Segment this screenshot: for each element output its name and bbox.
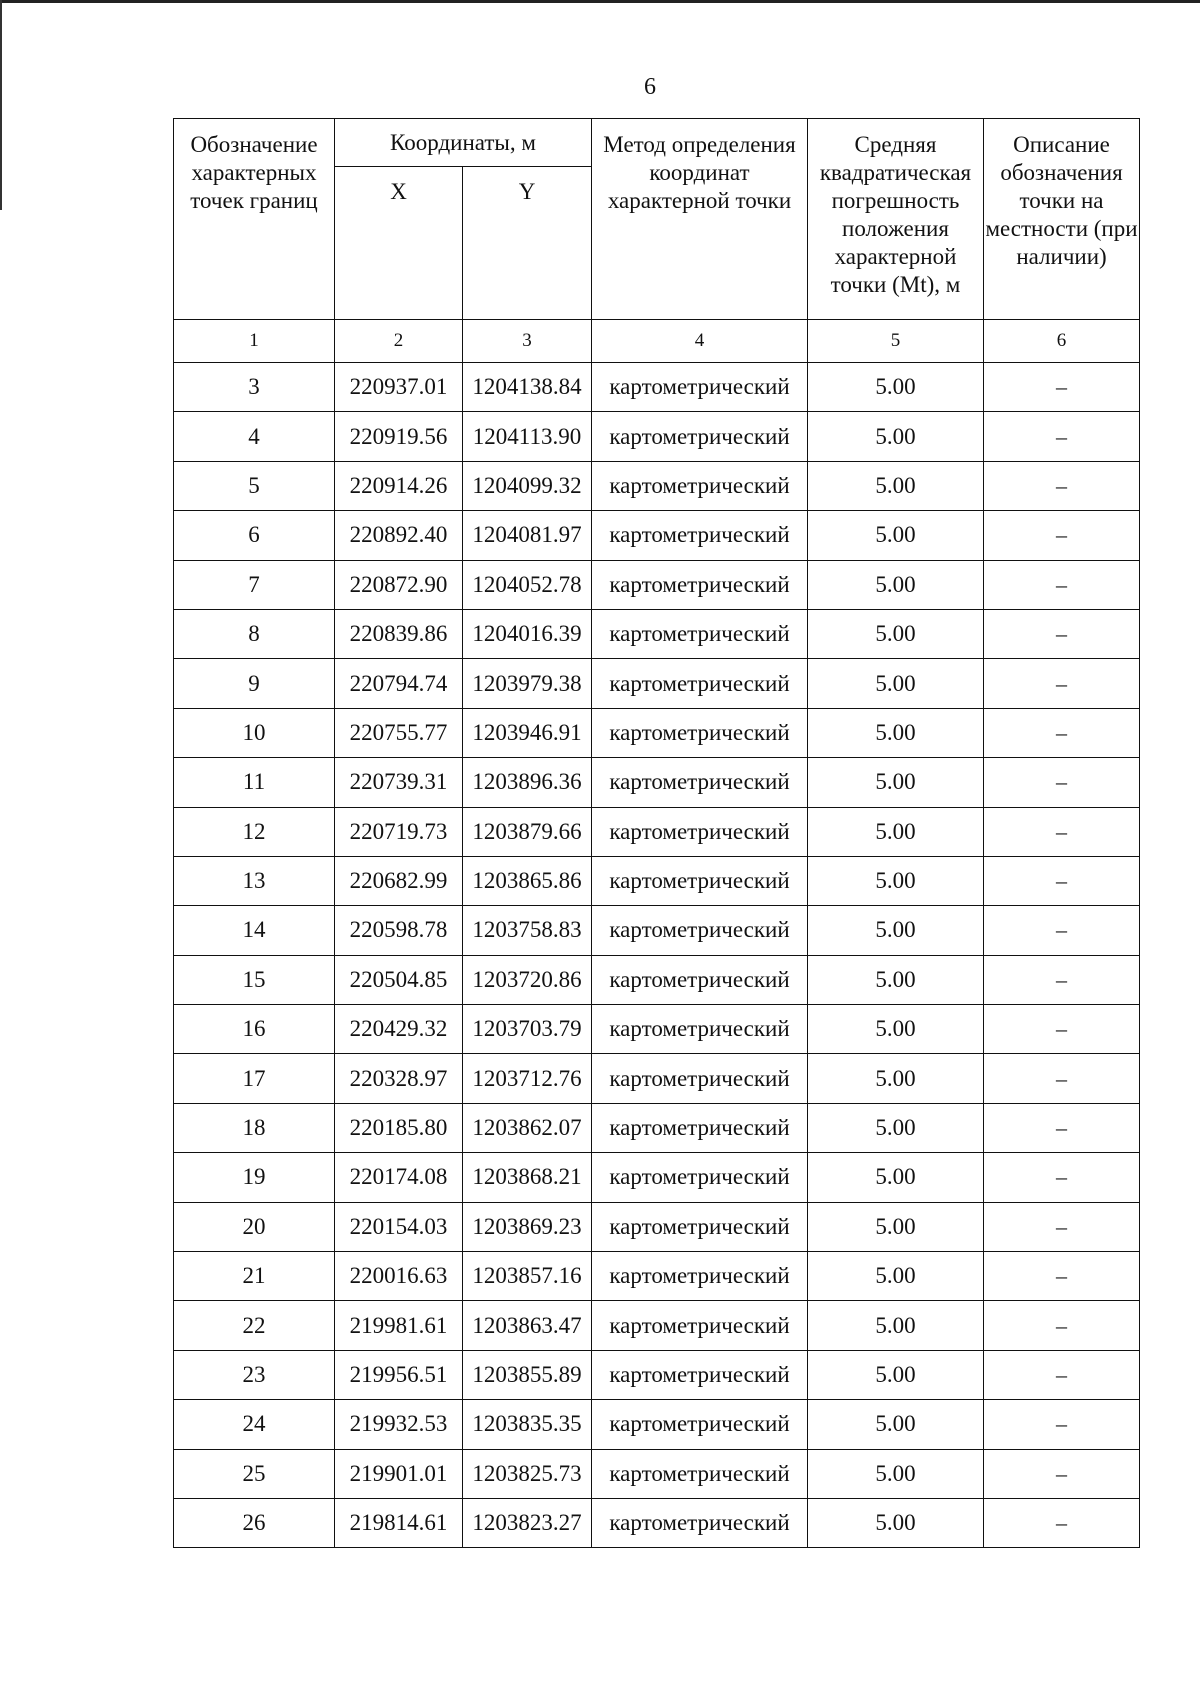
cell-y: 1203869.23: [463, 1202, 592, 1251]
cell-error: 5.00: [808, 461, 984, 510]
cell-y: 1204138.84: [463, 363, 592, 412]
cell-description: –: [984, 1252, 1140, 1301]
cell-x: 219814.61: [335, 1498, 463, 1547]
cell-description: –: [984, 856, 1140, 905]
column-number: 6: [984, 320, 1140, 363]
cell-method: картометрический: [592, 1103, 808, 1152]
cell-point: 11: [174, 758, 335, 807]
cell-error: 5.00: [808, 1005, 984, 1054]
cell-method: картометрический: [592, 1153, 808, 1202]
cell-description: –: [984, 560, 1140, 609]
cell-method: картометрический: [592, 1400, 808, 1449]
cell-x: 220755.77: [335, 708, 463, 757]
cell-y: 1203863.47: [463, 1301, 592, 1350]
cell-x: 220174.08: [335, 1153, 463, 1202]
cell-method: картометрический: [592, 412, 808, 461]
cell-description: –: [984, 1202, 1140, 1251]
cell-description: –: [984, 807, 1140, 856]
cell-point: 4: [174, 412, 335, 461]
cell-error: 5.00: [808, 856, 984, 905]
cell-y: 1204081.97: [463, 511, 592, 560]
cell-error: 5.00: [808, 560, 984, 609]
cell-error: 5.00: [808, 1449, 984, 1498]
cell-method: картометрический: [592, 1449, 808, 1498]
cell-description: –: [984, 1449, 1140, 1498]
scan-edge-left: [0, 0, 2, 210]
cell-error: 5.00: [808, 1252, 984, 1301]
cell-x: 219901.01: [335, 1449, 463, 1498]
header-x: X: [335, 167, 463, 320]
table-row: [174, 1498, 1140, 1547]
cell-y: 1203979.38: [463, 659, 592, 708]
cell-y: 1203879.66: [463, 807, 592, 856]
cell-method: картометрический: [592, 461, 808, 510]
cell-point: 6: [174, 511, 335, 560]
table-row: [174, 1153, 1140, 1202]
cell-x: 220185.80: [335, 1103, 463, 1152]
cell-description: –: [984, 708, 1140, 757]
cell-error: 5.00: [808, 659, 984, 708]
table-row: [174, 1449, 1140, 1498]
cell-point: 21: [174, 1252, 335, 1301]
cell-x: 220598.78: [335, 906, 463, 955]
cell-y: 1203865.86: [463, 856, 592, 905]
table-row: [174, 708, 1140, 757]
cell-description: –: [984, 609, 1140, 658]
page-number: 6: [644, 74, 656, 100]
table-row: [174, 1054, 1140, 1103]
cell-point: 16: [174, 1005, 335, 1054]
cell-y: 1204113.90: [463, 412, 592, 461]
cell-x: 220794.74: [335, 659, 463, 708]
cell-error: 5.00: [808, 609, 984, 658]
cell-y: 1203712.76: [463, 1054, 592, 1103]
header-point-designation: Обозначение характерных точек границ: [174, 119, 335, 320]
cell-method: картометрический: [592, 708, 808, 757]
cell-y: 1203946.91: [463, 708, 592, 757]
column-number: 4: [592, 320, 808, 363]
cell-error: 5.00: [808, 758, 984, 807]
table-row: [174, 1202, 1140, 1251]
cell-point: 22: [174, 1301, 335, 1350]
cell-x: 220016.63: [335, 1252, 463, 1301]
cell-description: –: [984, 412, 1140, 461]
table-row: [174, 758, 1140, 807]
cell-description: –: [984, 758, 1140, 807]
column-number: 1: [174, 320, 335, 363]
cell-x: 220154.03: [335, 1202, 463, 1251]
cell-error: 5.00: [808, 412, 984, 461]
cell-error: 5.00: [808, 363, 984, 412]
cell-x: 220919.56: [335, 412, 463, 461]
cell-method: картометрический: [592, 609, 808, 658]
cell-point: 20: [174, 1202, 335, 1251]
header-y: Y: [463, 167, 592, 320]
cell-x: 220504.85: [335, 955, 463, 1004]
cell-y: 1203720.86: [463, 955, 592, 1004]
cell-point: 23: [174, 1350, 335, 1399]
cell-y: 1203855.89: [463, 1350, 592, 1399]
table-row: [174, 412, 1140, 461]
cell-error: 5.00: [808, 1400, 984, 1449]
cell-error: 5.00: [808, 511, 984, 560]
cell-error: 5.00: [808, 807, 984, 856]
cell-method: картометрический: [592, 906, 808, 955]
table-row: [174, 1301, 1140, 1350]
cell-method: картометрический: [592, 758, 808, 807]
cell-method: картометрический: [592, 1054, 808, 1103]
cell-x: 219932.53: [335, 1400, 463, 1449]
scan-edge-top: [0, 0, 1200, 3]
cell-y: 1203758.83: [463, 906, 592, 955]
cell-point: 3: [174, 363, 335, 412]
cell-error: 5.00: [808, 1103, 984, 1152]
cell-error: 5.00: [808, 1153, 984, 1202]
table-row: [174, 560, 1140, 609]
cell-x: 220719.73: [335, 807, 463, 856]
cell-point: 17: [174, 1054, 335, 1103]
cell-description: –: [984, 461, 1140, 510]
cell-y: 1203857.16: [463, 1252, 592, 1301]
cell-method: картометрический: [592, 1202, 808, 1251]
cell-point: 14: [174, 906, 335, 955]
cell-point: 18: [174, 1103, 335, 1152]
cell-error: 5.00: [808, 1301, 984, 1350]
cell-method: картометрический: [592, 659, 808, 708]
table-row: [174, 807, 1140, 856]
cell-description: –: [984, 1498, 1140, 1547]
cell-point: 26: [174, 1498, 335, 1547]
cell-error: 5.00: [808, 1498, 984, 1547]
cell-error: 5.00: [808, 708, 984, 757]
table-row: [174, 906, 1140, 955]
table-row: [174, 1005, 1140, 1054]
table-row: [174, 856, 1140, 905]
cell-point: 15: [174, 955, 335, 1004]
coordinates-table: [173, 118, 1140, 1548]
cell-method: картометрический: [592, 1350, 808, 1399]
cell-x: 220872.90: [335, 560, 463, 609]
cell-description: –: [984, 1153, 1140, 1202]
cell-x: 220328.97: [335, 1054, 463, 1103]
header-description: Описание обозначения точки на местности (при наличии): [984, 119, 1140, 320]
cell-y: 1203862.07: [463, 1103, 592, 1152]
cell-x: 220739.31: [335, 758, 463, 807]
cell-y: 1203825.73: [463, 1449, 592, 1498]
cell-error: 5.00: [808, 1202, 984, 1251]
cell-method: картометрический: [592, 856, 808, 905]
header-mean-error: Средняя квадратическая погрешность положения характерной точки (Mt), м: [808, 119, 984, 320]
cell-point: 7: [174, 560, 335, 609]
cell-y: 1204099.32: [463, 461, 592, 510]
cell-description: –: [984, 659, 1140, 708]
cell-method: картометрический: [592, 1005, 808, 1054]
cell-method: картометрический: [592, 1252, 808, 1301]
cell-y: 1204052.78: [463, 560, 592, 609]
cell-point: 13: [174, 856, 335, 905]
cell-description: –: [984, 1350, 1140, 1399]
table-row: [174, 1103, 1140, 1152]
table-row: [174, 461, 1140, 510]
cell-x: 219956.51: [335, 1350, 463, 1399]
cell-method: картометрический: [592, 807, 808, 856]
table-row: [174, 363, 1140, 412]
cell-x: 220429.32: [335, 1005, 463, 1054]
cell-error: 5.00: [808, 906, 984, 955]
cell-y: 1203823.27: [463, 1498, 592, 1547]
cell-x: 220682.99: [335, 856, 463, 905]
table-row: [174, 1252, 1140, 1301]
cell-x: 219981.61: [335, 1301, 463, 1350]
cell-point: 8: [174, 609, 335, 658]
cell-y: 1203868.21: [463, 1153, 592, 1202]
cell-point: 5: [174, 461, 335, 510]
cell-point: 24: [174, 1400, 335, 1449]
cell-y: 1203835.35: [463, 1400, 592, 1449]
cell-description: –: [984, 1054, 1140, 1103]
cell-point: 9: [174, 659, 335, 708]
table-row: [174, 511, 1140, 560]
cell-method: картометрический: [592, 511, 808, 560]
cell-method: картометрический: [592, 955, 808, 1004]
cell-description: –: [984, 511, 1140, 560]
table-row: [174, 609, 1140, 658]
cell-method: картометрический: [592, 560, 808, 609]
cell-description: –: [984, 1103, 1140, 1152]
header-method: Метод определения координат характерной точки: [592, 119, 808, 320]
cell-error: 5.00: [808, 1054, 984, 1103]
cell-x: 220892.40: [335, 511, 463, 560]
cell-x: 220937.01: [335, 363, 463, 412]
cell-description: –: [984, 363, 1140, 412]
cell-description: –: [984, 955, 1140, 1004]
column-number: 2: [335, 320, 463, 363]
cell-method: картометрический: [592, 363, 808, 412]
cell-x: 220914.26: [335, 461, 463, 510]
cell-error: 5.00: [808, 1350, 984, 1399]
table-row: [174, 955, 1140, 1004]
cell-method: картометрический: [592, 1498, 808, 1547]
cell-y: 1203896.36: [463, 758, 592, 807]
cell-description: –: [984, 1005, 1140, 1054]
cell-description: –: [984, 906, 1140, 955]
table-row: [174, 659, 1140, 708]
header-coordinates: Координаты, м: [335, 119, 592, 167]
column-number-row: [174, 320, 1140, 363]
cell-description: –: [984, 1301, 1140, 1350]
cell-x: 220839.86: [335, 609, 463, 658]
cell-error: 5.00: [808, 955, 984, 1004]
cell-y: 1204016.39: [463, 609, 592, 658]
cell-y: 1203703.79: [463, 1005, 592, 1054]
table-row: [174, 1350, 1140, 1399]
cell-description: –: [984, 1400, 1140, 1449]
cell-point: 10: [174, 708, 335, 757]
cell-point: 25: [174, 1449, 335, 1498]
cell-point: 19: [174, 1153, 335, 1202]
cell-point: 12: [174, 807, 335, 856]
column-number: 3: [463, 320, 592, 363]
cell-method: картометрический: [592, 1301, 808, 1350]
column-number: 5: [808, 320, 984, 363]
table-row: [174, 1400, 1140, 1449]
